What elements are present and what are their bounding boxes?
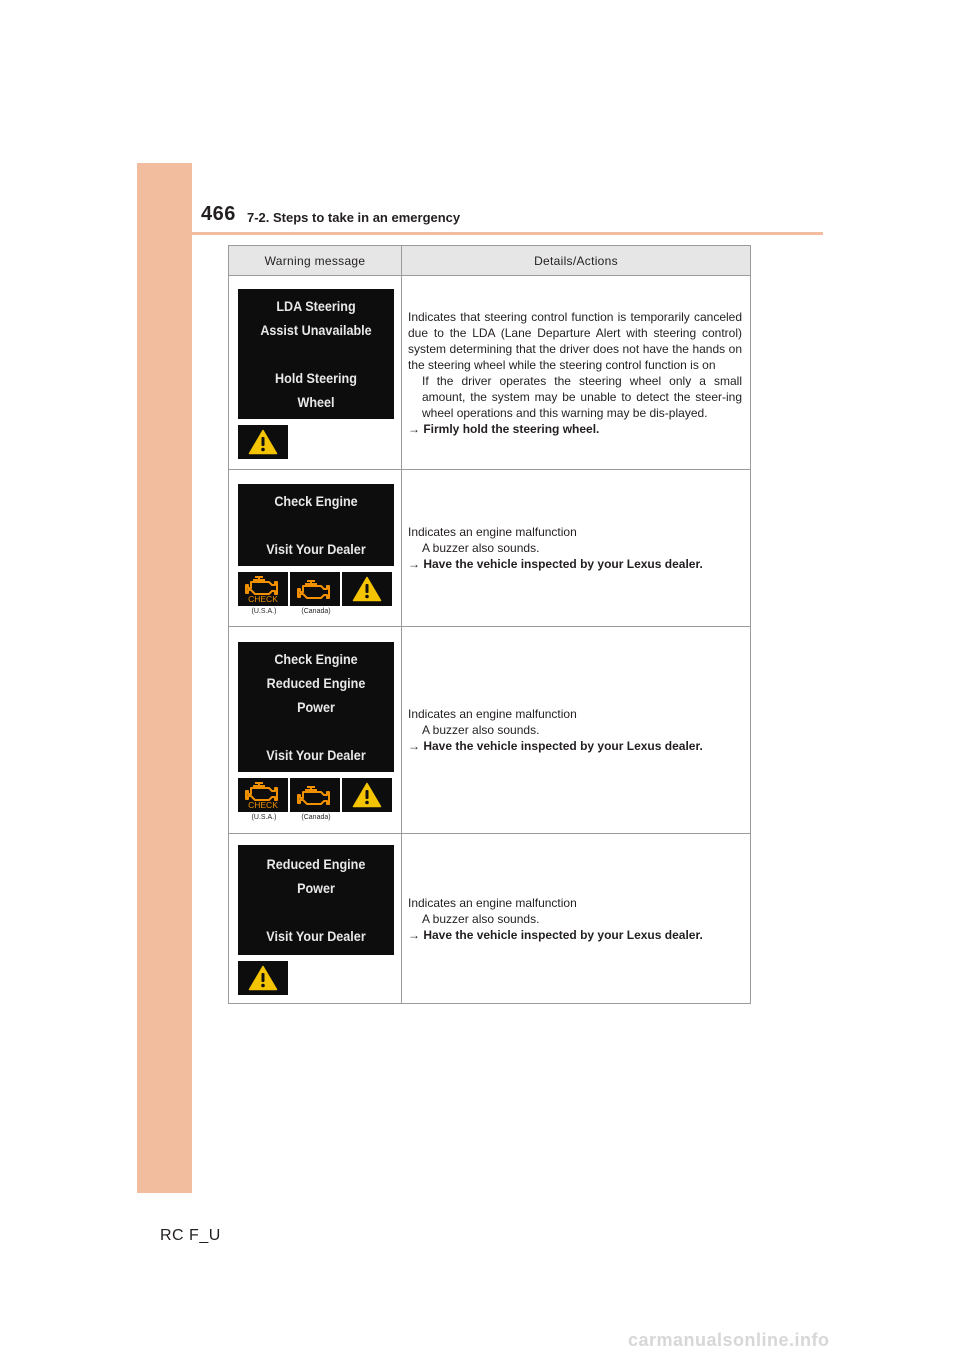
action-text: Have the vehicle inspected by your Lexus dealer. xyxy=(423,927,703,942)
warning-note: If the driver operates the steering wheel only a small amount, the system may be unable to detect the steer-ing wheel operations and this warning may be dis-played. xyxy=(422,373,742,420)
details-actions-cell xyxy=(402,276,751,470)
region-label: (Canada) xyxy=(301,813,331,821)
warning-description: Indicates an engine malfunction xyxy=(408,707,577,721)
display-line: Assist Unavailable xyxy=(260,321,372,338)
indicator-icons xyxy=(238,425,393,459)
table-row xyxy=(229,276,751,470)
svg-text:CHECK: CHECK xyxy=(248,799,278,810)
display-line: Visit Your Dealer xyxy=(266,746,366,763)
indicator-icons xyxy=(238,572,393,606)
region-label: (U.S.A.) xyxy=(251,813,277,821)
icon-region-labels xyxy=(238,608,393,615)
icon-region-labels xyxy=(238,814,393,821)
display-line: Visit Your Dealer xyxy=(266,927,366,944)
arrow-right-icon: → xyxy=(408,927,420,942)
section-title: 7-2. Steps to take in an emergency xyxy=(247,210,461,225)
display-line xyxy=(238,900,394,924)
warning-action xyxy=(408,556,742,572)
warning-action xyxy=(408,421,742,437)
header-rule xyxy=(137,232,823,235)
warning-message-cell xyxy=(229,276,402,470)
details-actions-cell xyxy=(402,627,751,834)
warning-note: A buzzer also sounds. xyxy=(422,723,540,737)
details-actions-cell xyxy=(402,470,751,627)
model-code: RC F_U xyxy=(160,1227,221,1244)
warning-triangle-icon xyxy=(238,425,288,459)
display-line: Power xyxy=(297,698,335,715)
display-line: Reduced Engine xyxy=(266,674,366,691)
display-line: Power xyxy=(297,879,335,896)
display-line: Check Engine xyxy=(274,650,358,667)
warning-action xyxy=(408,927,742,943)
table-row xyxy=(229,627,751,834)
warning-note: A buzzer also sounds. xyxy=(422,541,540,555)
display-line: Hold Steering xyxy=(275,369,357,386)
engine-icon xyxy=(290,572,340,606)
indicator-icons xyxy=(238,778,393,812)
display-line: Wheel xyxy=(297,393,335,410)
warning-description: Indicates an engine malfunction xyxy=(408,525,577,539)
warning-action xyxy=(408,738,742,754)
watermark: carmanualsonline.info xyxy=(628,1330,830,1350)
column-header-details-actions: Details/Actions xyxy=(402,246,751,276)
details-actions-cell xyxy=(402,834,751,1004)
warning-description: Indicates that steering control function is temporarily canceled due to the LDA (Lane Departure Alert with steering control) system determining that the driver does not have the hands on the steering wheel while the steering control function is on xyxy=(408,309,742,372)
warning-triangle-icon xyxy=(342,778,392,812)
warning-display-screen xyxy=(238,484,394,566)
display-line: Reduced Engine xyxy=(266,855,366,872)
warning-message-cell xyxy=(229,627,402,834)
column-header-warning-message: Warning message xyxy=(229,246,402,276)
action-text: Firmly hold the steering wheel. xyxy=(423,421,600,436)
warning-triangle-icon xyxy=(238,961,288,995)
arrow-right-icon: → xyxy=(408,557,420,571)
action-text: Have the vehicle inspected by your Lexus dealer. xyxy=(423,739,703,753)
table-row xyxy=(229,834,751,1004)
display-line xyxy=(238,719,394,743)
warning-table xyxy=(228,245,751,1004)
display-line xyxy=(238,513,394,537)
table-row xyxy=(229,470,751,627)
display-line: LDA Steering xyxy=(276,297,356,314)
warning-description: Indicates an engine malfunction xyxy=(408,895,577,910)
region-label: (U.S.A.) xyxy=(251,607,277,615)
display-line: Check Engine xyxy=(274,492,358,509)
engine-icon xyxy=(290,778,340,812)
warning-display-screen xyxy=(238,845,394,955)
arrow-right-icon: → xyxy=(408,421,420,436)
warning-message-cell xyxy=(229,470,402,627)
warning-note: A buzzer also sounds. xyxy=(422,911,540,926)
page-number: 466 xyxy=(201,203,236,225)
display-line xyxy=(238,342,394,366)
indicator-icons xyxy=(238,961,393,995)
check-engine-icon xyxy=(238,778,288,812)
warning-display-screen xyxy=(238,642,394,772)
arrow-right-icon: → xyxy=(408,739,420,753)
check-engine-icon xyxy=(238,572,288,606)
warning-message-cell xyxy=(229,834,402,1004)
region-label: (Canada) xyxy=(301,607,331,615)
warning-triangle-icon xyxy=(342,572,392,606)
warning-display-screen xyxy=(238,289,394,419)
action-text: Have the vehicle inspected by your Lexus dealer. xyxy=(423,557,703,571)
table-header-row xyxy=(229,246,751,276)
svg-text:CHECK: CHECK xyxy=(248,593,278,604)
display-line: Visit Your Dealer xyxy=(266,540,366,557)
side-strip xyxy=(137,163,192,1193)
